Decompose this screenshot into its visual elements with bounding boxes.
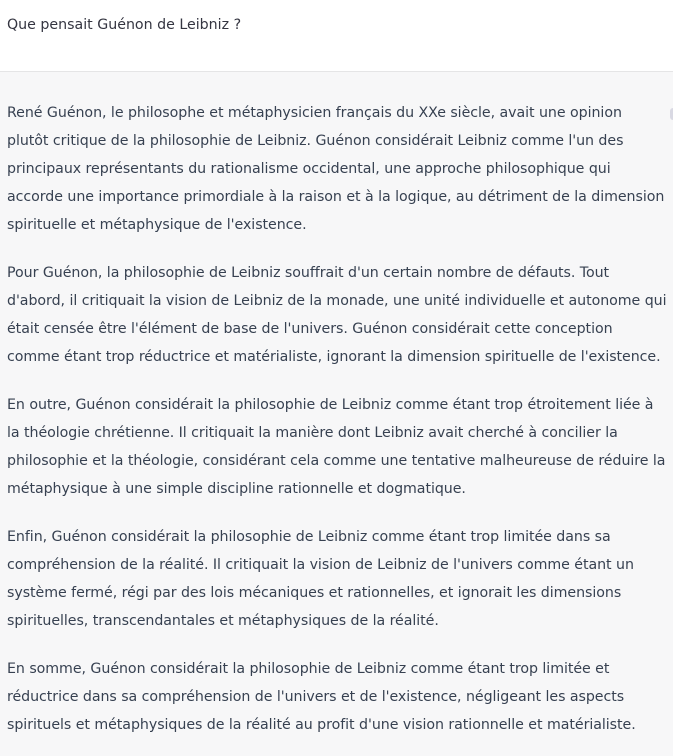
assistant-paragraph-1: René Guénon, le philosophe et métaphysicien français du XXe siècle, avait une opinion plutôt critique de la philosophie de Leibniz. Guénon considérait Leibniz comme l'un des principaux représentants du rationalisme occidental, une approche philosophique qui accorde une importance primordiale à la raison et à la logique, au détriment de la dimension spirituelle et métaphysique de l'existence. bbox=[7, 105, 665, 233]
assistant-paragraph-2: Pour Guénon, la philosophie de Leibniz souffrait d'un certain nombre de défauts. Tout d'abord, il critiquait la vision de Leibniz de la monade, une unité individuelle et autonome qui était censée être l'élément de base de l'univers. Guénon considérait cette conception comme étant trop réductrice et matérialiste, ignorant la dimension spirituelle de l'existence. bbox=[7, 265, 667, 365]
assistant-message-body bbox=[7, 99, 667, 739]
assistant-paragraph-3: En outre, Guénon considérait la philosophie de Leibniz comme étant trop étroitement liée à la théologie chrétienne. Il critiquait la manière dont Leibniz avait cherché à concilier la philosophie et la théologie, considérant cela comme une tentative malheureuse de réduire la métaphysique à une simple discipline rationnelle et dogmatique. bbox=[7, 397, 666, 497]
user-message-text[interactable]: Que pensait Guénon de Leibniz ? bbox=[7, 17, 242, 33]
assistant-message-row bbox=[0, 72, 673, 756]
assistant-paragraph-4: Enfin, Guénon considérait la philosophie de Leibniz comme étant trop limitée dans sa compréhension de la réalité. Il critiquait la vision de Leibniz de l'univers comme étant un système fermé, régi par des lois mécaniques et rationnelles, et ignorait les dimensions spirituelles, transcendantales et métaphysiques de la réalité. bbox=[7, 529, 634, 629]
user-message-row bbox=[0, 0, 673, 72]
assistant-paragraph-5: En somme, Guénon considérait la philosophie de Leibniz comme étant trop limitée et réductrice dans sa compréhension de l'univers et de l'existence, négligeant les aspects spirituels et métaphysiques de la réalité au profit d'une vision rationnelle et matérialiste. bbox=[7, 661, 636, 733]
